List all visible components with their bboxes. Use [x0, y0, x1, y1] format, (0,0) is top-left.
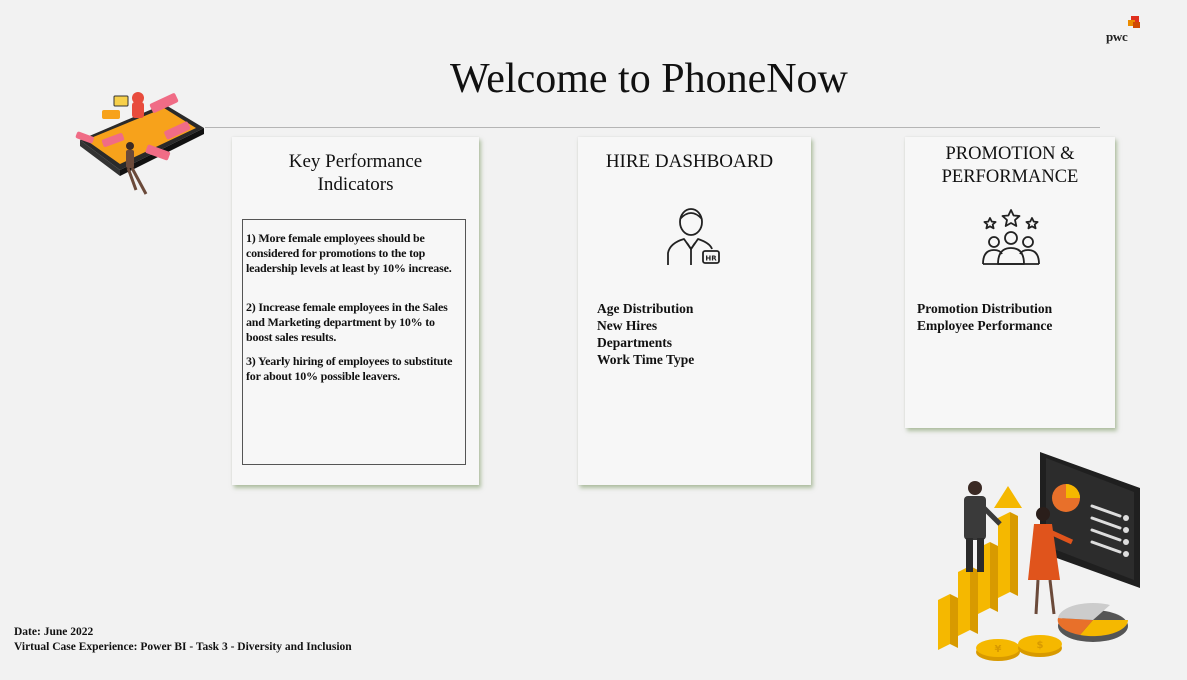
- kpi-item-2: 2) Increase female employees in the Sales and Marketing department by 10% to boost sales results.: [246, 300, 448, 344]
- hire-dashboard-list: [597, 300, 694, 368]
- promo-item-promotion-distribution[interactable]: Promotion Distribution: [917, 301, 1053, 316]
- promo-card-title[interactable]: [905, 143, 1115, 189]
- hire-item-work-time-type[interactable]: Work Time Type: [597, 352, 695, 367]
- svg-text:¥: ¥: [994, 644, 1002, 655]
- kpi-card: [232, 137, 479, 485]
- pwc-logo-mark-icon: [1128, 16, 1140, 30]
- pwc-logo-text: pwc: [1106, 29, 1128, 44]
- footer-subtitle: Virtual Case Experience: Power BI - Task 3 - Diversity and Inclusion: [14, 641, 352, 653]
- phone-social-illustration-icon: [72, 84, 210, 202]
- business-growth-illustration-icon: [930, 448, 1145, 668]
- promotion-list: [917, 300, 1052, 334]
- kpi-title-line2: Indicators: [317, 174, 394, 195]
- hire-card-title[interactable]: HIRE DASHBOARD: [605, 151, 774, 172]
- hire-item-departments[interactable]: Departments: [597, 335, 672, 350]
- kpi-card-title: [232, 150, 479, 196]
- svg-text:$: $: [1036, 640, 1044, 651]
- svg-text:HR: HR: [705, 254, 717, 263]
- star-team-icon: [980, 208, 1042, 266]
- kpi-text-box: [242, 219, 466, 465]
- hire-item-new-hires[interactable]: New Hires: [597, 318, 658, 333]
- hire-dashboard-card[interactable]: [578, 137, 811, 485]
- page-title: Welcome to PhoneNow: [450, 56, 848, 102]
- hire-item-age-distribution[interactable]: Age Distribution: [597, 301, 694, 316]
- promo-title-line2: PERFORMANCE: [941, 167, 1079, 187]
- kpi-item-1: 1) More female employees should be considered for promotions to the top leadership levels at least by 10% increase.: [246, 231, 452, 275]
- promo-item-employee-performance[interactable]: Employee Performance: [917, 318, 1053, 333]
- promo-title-line1: PROMOTION &: [945, 144, 1075, 164]
- promotion-performance-card[interactable]: [905, 137, 1115, 428]
- pwc-logo: [1100, 16, 1150, 48]
- kpi-title-line1: Key Performance: [288, 151, 423, 172]
- title-divider: [205, 127, 1100, 128]
- footer-date: Date: June 2022: [14, 626, 94, 638]
- kpi-item-3: 3) Yearly hiring of employees to substitute for about 10% possible leavers.: [246, 354, 453, 383]
- hr-employee-icon: [666, 205, 722, 267]
